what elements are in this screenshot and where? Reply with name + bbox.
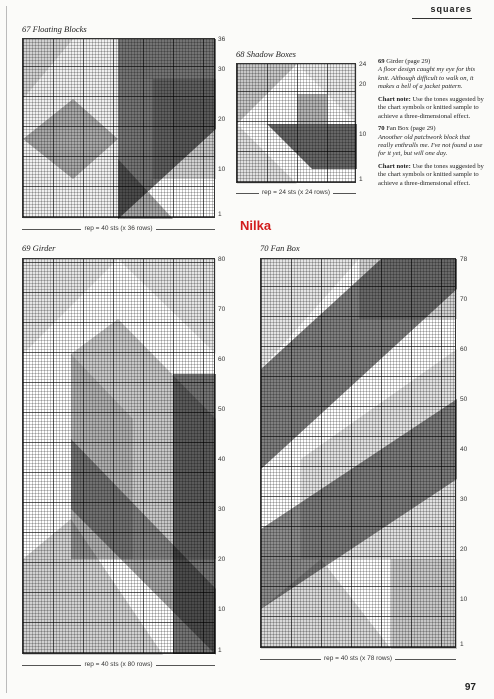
section-header: squares	[430, 4, 472, 14]
row-label: 1	[359, 176, 363, 183]
chart-67-grid	[22, 38, 215, 218]
chart-note-label: Chart note:	[378, 162, 411, 170]
row-label: 70	[460, 296, 468, 303]
note-69-chart-note	[378, 96, 486, 121]
chart-number: 67	[22, 24, 31, 34]
chart-67-pattern	[23, 39, 216, 219]
row-label: 50	[218, 406, 226, 413]
row-label: 60	[460, 346, 468, 353]
row-label: 30	[460, 496, 468, 503]
row-label: 80	[218, 256, 226, 263]
chart-68-rep-label: rep = 24 sts (x 24 rows)	[236, 189, 356, 196]
row-label: 20	[218, 116, 226, 123]
note-name: Fan Box	[386, 125, 409, 133]
note-69	[378, 58, 486, 92]
row-label: 20	[460, 546, 468, 553]
chart-name: Fan Box	[270, 243, 300, 253]
note-name: Girder	[386, 58, 404, 65]
note-text: A floor design caught my eye for this knit. Although difficult to walk on, it makes a bell of a jacket pattern.	[378, 66, 476, 91]
chart-70-grid	[260, 258, 456, 648]
page-edge	[6, 6, 13, 693]
row-label: 20	[218, 556, 226, 563]
row-label: 1	[218, 647, 222, 654]
chart-name: Girder	[32, 243, 56, 253]
chart-number: 69	[22, 243, 31, 253]
chart-69-rep-label: rep = 40 sts (x 80 rows)	[22, 661, 215, 668]
row-label: 20	[359, 81, 367, 88]
row-label: 60	[218, 356, 226, 363]
chart-name: Floating Blocks	[32, 24, 87, 34]
row-label: 30	[218, 506, 226, 513]
chart-note-text: Use the tones suggested by the chart symbols or knitted sample to achieve a three-dimensional effect.	[378, 95, 484, 120]
chart-69-title	[22, 243, 55, 253]
chart-70-rep-label: rep = 40 sts (x 78 rows)	[260, 655, 456, 662]
row-label: 24	[359, 61, 367, 68]
row-label: 36	[218, 36, 226, 43]
chart-number: 68	[236, 49, 245, 59]
chart-67-rep-label: rep = 40 sts (x 36 rows)	[22, 225, 215, 232]
chart-67-title	[22, 24, 87, 34]
note-page-ref: (page 29)	[410, 125, 436, 133]
chart-70-pattern	[261, 259, 457, 649]
chart-69-grid	[22, 258, 215, 654]
note-number: 69	[378, 58, 385, 65]
chart-number: 70	[260, 243, 269, 253]
row-label: 40	[460, 446, 468, 453]
notes-column	[378, 58, 486, 192]
row-label: 40	[218, 456, 226, 463]
row-label: 30	[218, 66, 226, 73]
row-label: 10	[218, 166, 226, 173]
watermark-text: Nilka	[240, 218, 272, 233]
page-number: 97	[464, 682, 476, 693]
note-70	[378, 125, 486, 159]
chart-68-title	[236, 49, 296, 59]
note-number: 70	[378, 125, 385, 133]
note-70-chart-note	[378, 163, 486, 188]
row-label: 1	[218, 211, 222, 218]
chart-note-label: Chart note:	[378, 95, 411, 103]
chart-70-title	[260, 243, 300, 253]
row-label: 1	[460, 641, 464, 648]
note-text: Anoother old patchwork block that really enthralls me. I've not found a use for it yet, but will one day.	[378, 133, 483, 158]
chart-68-grid	[236, 63, 356, 183]
chart-name: Shadow Boxes	[246, 49, 296, 59]
row-label: 10	[218, 606, 226, 613]
row-label: 70	[218, 306, 226, 313]
header-rule	[412, 18, 472, 19]
chart-69-pattern	[23, 259, 216, 655]
row-label: 10	[359, 131, 367, 138]
row-label: 10	[460, 596, 468, 603]
row-label: 78	[460, 256, 468, 263]
chart-68-pattern	[237, 64, 357, 184]
note-page-ref: (page 29)	[405, 58, 431, 65]
row-label: 50	[460, 396, 468, 403]
chart-note-text: Use the tones suggested by the chart symbols or knitted sample to achieve a three-dimensional effect.	[378, 162, 484, 187]
